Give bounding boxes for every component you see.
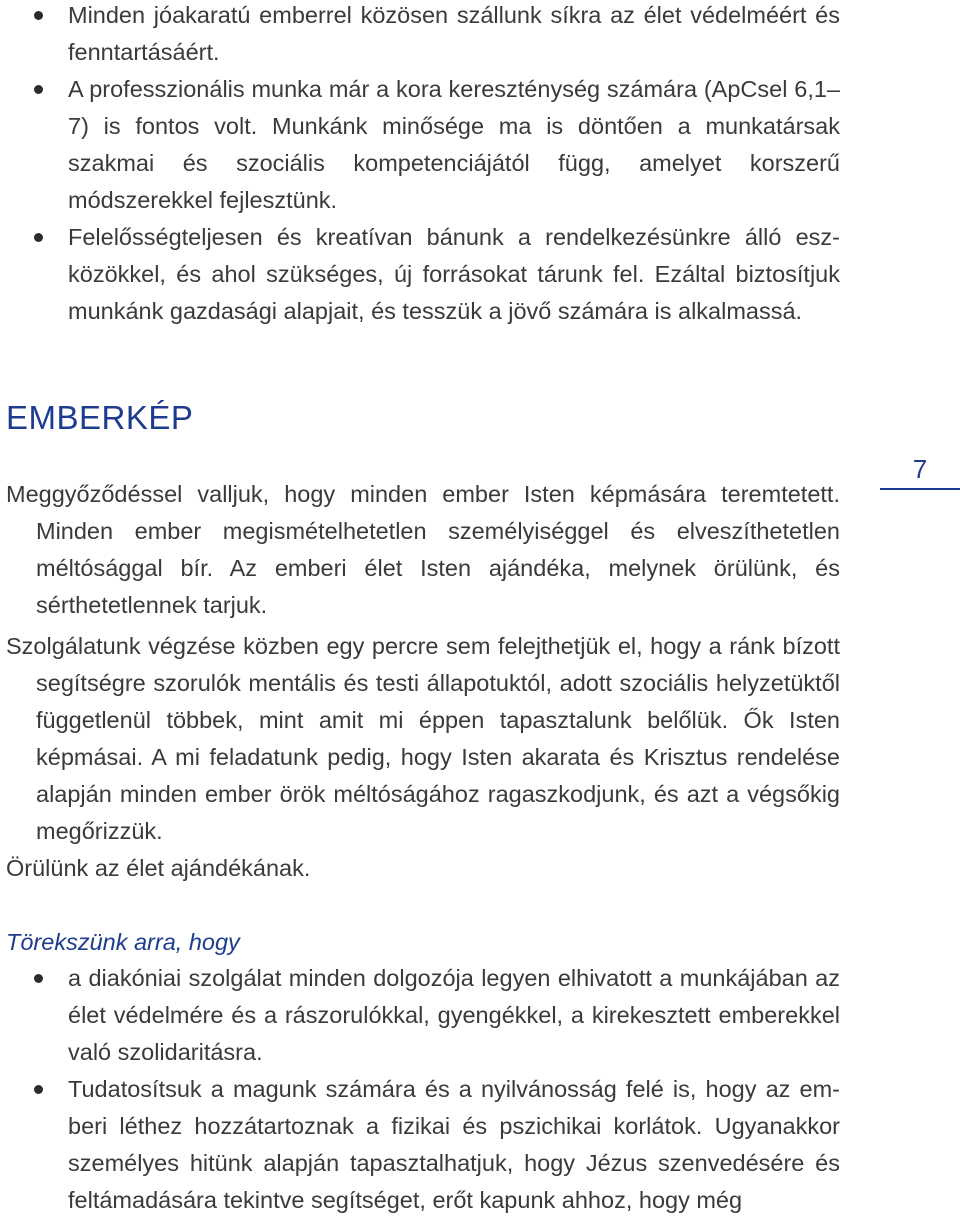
list-item: Minden jóakaratú emberrel közösen szállunk síkra az élet védelméért és fenntartásáért. — [0, 0, 840, 71]
list-item: Tudatosítsuk a magunk számára és a nyilvánosság felé is, hogy az emberi léthez hozzátartoznak a fizikai és pszichikai korlátok. Ugyanakkor személyes hitünk alapján tapasztalhatjuk, hogy Jézus szenvedésére és feltámadására tekintve segítséget, erőt kapunk ahhoz, hogy még — [0, 1071, 840, 1219]
list-item: a diakóniai szolgálat minden dolgozója legyen elhivatott a munkájában az élet védelmére és a rászorulókkal, gyengékkel, a kirekesztett emberekkel való szolidaritásra. — [0, 960, 840, 1071]
bottom-bullet-list — [0, 960, 840, 1219]
list-item: Felelősségteljesen és kreatívan bánunk a rendelkezésünkre álló eszközökkel, és ahol szükséges, új forrásokat tárunk fel. Ezáltal biztosítjuk munkánk gazdasági alapjait, és tesszük a jövő számára is alkalmassá. — [0, 219, 840, 330]
top-bullet-list — [0, 0, 840, 330]
paragraph: Meggyőződéssel valljuk, hogy minden ember Isten képmására teremtetett. Minden ember megismételhetetlen személyiséggel és elveszíthetetlen méltósággal bír. Az emberi élet Isten ajándéka, melynek örülünk, és sérthetetlennek tarjuk. — [6, 481, 840, 618]
list-item: A professzionális munka már a kora kereszténység számára (ApCsel 6,1–7) is fontos volt. Munkánk minősége ma is döntően a munkatársak szakmai és szociális kompetenciájától függ, amelyet korszerű módszerekkel fejlesztünk. — [0, 71, 840, 219]
paragraph: Örülünk az élet ajándékának. — [6, 855, 311, 881]
page-number: 7 — [912, 454, 928, 484]
paragraph: Szolgálatunk végzése közben egy percre sem felejthetjük el, hogy a ránk bízott segítségre szorulók mentális és testi állapotuktól, adott szociális helyzetüktől függetlenül többek, mint amit mi éppen tapasztalunk belőlük. Ők Isten képmásai. A mi feladatunk pedig, hogy Isten akarata és Krisztus rendelése alapján minden ember örök méltóságához ragaszkodjunk, és azt a végsőkig megőrizzük. — [6, 633, 840, 844]
italic-intro: Törekszünk arra, hogy — [6, 929, 240, 955]
section-heading: EMBERKÉP — [6, 399, 194, 436]
page-number-rule — [880, 488, 960, 490]
